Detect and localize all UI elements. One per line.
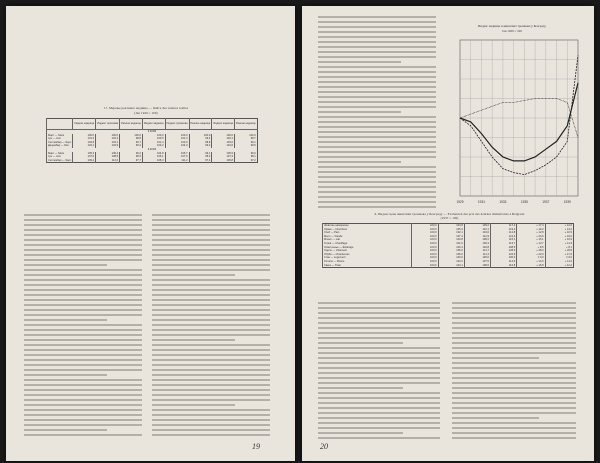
table-row: Свега — Total 100,0 104,1 108,6 116,8 + 16,8 + 12,2 (324, 263, 572, 267)
text-line (318, 347, 440, 349)
wage-cost-chart (452, 36, 582, 208)
table-subtitle: (Јан 1929 = 100) (134, 111, 158, 115)
text-line (318, 116, 436, 118)
text-line (24, 349, 142, 351)
text-line (318, 437, 440, 439)
chart-subtitle: Јан 1929 = 100 (502, 29, 522, 33)
left-page (6, 6, 295, 461)
text-line (318, 126, 436, 128)
chart-title: Индекс надница и животних трошкова у Београду (478, 24, 546, 28)
text-line (318, 121, 436, 123)
table-row: Септембар — Sept. 109,4 112,0 97,7 108,3 111,2 97,4 109,8 97,2 (48, 158, 256, 162)
year-label: 1 9 3 9 (47, 148, 258, 152)
text-line (152, 364, 270, 366)
text-line (452, 377, 576, 379)
text-line (152, 339, 235, 341)
text-line (24, 214, 142, 216)
text-line (318, 156, 436, 158)
text-line (452, 317, 576, 319)
text-line (318, 151, 436, 153)
text-line (152, 414, 270, 416)
text-line (318, 26, 436, 28)
series-line-2 (460, 56, 578, 175)
text-line (24, 294, 142, 296)
column-header: Индекс надница (73, 119, 96, 130)
table-row: Хлеб — Pain 100,0 102,1 104,6 112,8 + 12,8 + 10,5 (324, 231, 572, 235)
text-line (452, 367, 576, 369)
text-line (452, 437, 576, 439)
text-line (318, 312, 440, 314)
text-line (318, 101, 436, 103)
text-line (318, 432, 403, 434)
column-header: Реалне наднице (120, 119, 143, 130)
text-column-left (24, 214, 142, 439)
text-line (318, 176, 436, 178)
text-line (452, 307, 576, 309)
text-line (152, 284, 270, 286)
text-line (318, 407, 440, 409)
text-line (152, 424, 270, 426)
text-line (452, 432, 576, 434)
text-line (24, 419, 142, 421)
text-line (152, 304, 270, 306)
x-tick-label: 1931 (477, 200, 486, 204)
text-line (452, 422, 576, 424)
text-line (152, 224, 270, 226)
text-line (452, 402, 576, 404)
text-line (24, 219, 142, 221)
table-title: 17. Мерење реалниох надница — Indice des salaires reelles (103, 106, 189, 110)
text-line (24, 319, 107, 321)
text-line (452, 342, 576, 344)
text-line (152, 374, 270, 376)
text-line (452, 372, 576, 374)
text-line (318, 427, 440, 429)
text-line (318, 387, 403, 389)
x-tick-label: 1933 (499, 200, 507, 204)
series-line-1 (460, 83, 578, 161)
x-tick-label: 1937 (542, 200, 550, 204)
text-line (152, 434, 270, 436)
text-line (318, 412, 440, 414)
text-line (318, 71, 436, 73)
text-line (24, 234, 142, 236)
text-line (24, 239, 142, 241)
text-line (452, 302, 576, 304)
text-line (452, 427, 576, 429)
text-line (152, 264, 270, 266)
text-line (24, 309, 142, 311)
text-line (318, 31, 436, 33)
text-line (318, 337, 440, 339)
text-line (24, 389, 142, 391)
text-line (452, 382, 576, 384)
text-line (318, 61, 401, 63)
page-number: 20 (320, 442, 328, 451)
text-line (318, 342, 403, 344)
text-line (24, 249, 142, 251)
text-line (318, 417, 440, 419)
text-line (24, 374, 107, 376)
text-line (452, 347, 576, 349)
text-line (24, 264, 107, 266)
text-line (152, 214, 270, 216)
text-line (24, 379, 142, 381)
text-line (152, 409, 270, 411)
text-line (24, 359, 142, 361)
text-line (318, 201, 436, 203)
text-line (24, 404, 142, 406)
text-line (318, 357, 440, 359)
text-line (152, 324, 270, 326)
text-column-left (318, 302, 440, 442)
text-line (318, 161, 401, 163)
text-column-right (452, 302, 576, 442)
text-line (318, 96, 436, 98)
text-line (452, 337, 576, 339)
text-line (318, 76, 436, 78)
text-line (318, 422, 440, 424)
table-title: 6. Индекс цена животних трошкова у Београду — Evaluation des prix des denrées alimentaires à Belgrade (374, 212, 525, 216)
text-line (318, 382, 440, 384)
x-tick-label: 1935 (520, 200, 528, 204)
text-line (452, 332, 576, 334)
text-line (24, 324, 142, 326)
text-line (152, 369, 270, 371)
text-line (24, 414, 142, 416)
text-line (452, 407, 576, 409)
text-line (318, 362, 440, 364)
text-line (318, 397, 440, 399)
text-line (152, 279, 270, 281)
text-line (318, 332, 440, 334)
text-line (152, 399, 270, 401)
text-line (152, 394, 270, 396)
text-line (24, 314, 142, 316)
text-line (152, 419, 270, 421)
text-line (318, 377, 440, 379)
text-line (318, 372, 440, 374)
text-line (152, 274, 235, 276)
text-line (152, 244, 270, 246)
text-column-left (318, 16, 436, 211)
text-line (152, 344, 270, 346)
table-row: Одело — Vêtement 100,0 106,2 114,7 128,3 + 28,3 + 20,8 (324, 249, 572, 253)
text-line (24, 399, 142, 401)
text-line (318, 21, 436, 23)
text-line (24, 394, 142, 396)
text-line (152, 354, 270, 356)
table-row: Животне намирнице 100,0 104,8 109,2 117,4 + 17,4 + 12,0 (324, 224, 572, 227)
text-line (318, 136, 436, 138)
text-line (318, 111, 401, 113)
text-line (152, 379, 270, 381)
text-line (24, 424, 142, 426)
text-line (24, 354, 142, 356)
table-row: Март — Mars 105,3 106,2 99,2 104,8 105,7 99,1 105,9 99,0 (48, 151, 256, 155)
text-line (318, 36, 436, 38)
text-line (24, 409, 142, 411)
x-tick-label: 1939 (563, 200, 571, 204)
text-line (318, 56, 436, 58)
table-row: Јун — Juin 107,0 108,5 98,6 106,1 107,9 98,3 107,4 98,1 (48, 155, 256, 159)
text-line (152, 234, 270, 236)
text-line (318, 166, 436, 168)
text-line (152, 249, 270, 251)
text-line (152, 219, 270, 221)
text-line (452, 312, 576, 314)
text-line (24, 259, 142, 261)
text-line (24, 254, 142, 256)
page-number: 19 (252, 442, 260, 451)
text-line (318, 86, 436, 88)
text-line (152, 294, 270, 296)
text-line (452, 412, 576, 414)
text-line (24, 304, 142, 306)
text-line (452, 417, 539, 419)
table-row: Јун — Juin 101,2 102,4 98,8 100,5 101,3 99,2 102,1 98,7 (48, 137, 256, 141)
text-line (152, 329, 270, 331)
text-line (152, 269, 270, 271)
text-line (24, 384, 142, 386)
text-line (24, 279, 142, 281)
text-line (318, 51, 436, 53)
text-line (152, 259, 270, 261)
text-line (24, 364, 142, 366)
text-line (318, 131, 436, 133)
text-line (452, 392, 576, 394)
price-index-table (322, 223, 574, 268)
text-line (318, 81, 436, 83)
text-line (24, 244, 142, 246)
text-line (318, 402, 440, 404)
text-line (318, 16, 436, 18)
text-line (24, 329, 142, 331)
text-line (318, 41, 436, 43)
text-line (318, 106, 436, 108)
text-line (318, 91, 436, 93)
text-line (24, 274, 142, 276)
text-line (152, 349, 270, 351)
table-row: Март — Mars 100,0 100,0 100,0 100,0 100,0 100,0 100,0 100,0 (48, 133, 256, 137)
text-line (24, 289, 142, 291)
column-header: Индекс надница (212, 119, 235, 130)
text-line (318, 141, 436, 143)
text-line (24, 429, 107, 431)
column-header: Реалне наднице (189, 119, 212, 130)
text-line (152, 309, 270, 311)
text-line (24, 334, 142, 336)
text-line (318, 196, 436, 198)
text-line (152, 429, 270, 431)
table-row: Обућа — Chaussures 100,0 105,0 111,4 122,9 + 22,9 + 17,0 (324, 252, 572, 256)
text-line (452, 357, 539, 359)
column-header: Реалне наднице (234, 119, 257, 130)
text-line (318, 317, 440, 319)
table-row: Огрев — Chauffage 100,0 101,6 106,3 113,7 + 13,7 + 11,9 (324, 241, 572, 245)
text-line (318, 46, 436, 48)
text-line (452, 362, 576, 364)
text-line (152, 359, 270, 361)
text-line (24, 434, 142, 436)
text-line (318, 302, 440, 304)
year-label: 1 9 3 8 (47, 130, 258, 134)
x-tick-label: 1929 (456, 200, 464, 204)
text-line (318, 392, 440, 394)
text-line (318, 186, 436, 188)
text-line (152, 334, 270, 336)
text-line (452, 322, 576, 324)
column-header: Индекс надница (142, 119, 165, 130)
table-row: Месо — Viande 100,0 107,4 112,9 124,6 + 24,6 + 16,0 (324, 234, 572, 238)
text-line (152, 289, 270, 291)
text-line (24, 269, 142, 271)
table-subtitle: (1937 = 100) (440, 216, 459, 220)
table-row: Остало — Divers 100,0 103,2 107,5 114,6 + 14,6 + 11,0 (324, 259, 572, 263)
text-line (24, 224, 142, 226)
table-row: Септембар — Sept. 102,8 103,1 99,7 101,4 102,6 98,8 103,0 99,1 (48, 140, 256, 144)
column-header: Индекс трошкова (165, 119, 189, 130)
text-line (24, 299, 142, 301)
text-line (318, 181, 436, 183)
text-line (24, 344, 142, 346)
text-line (318, 146, 436, 148)
column-header: Индекс трошкова (96, 119, 120, 130)
table-row: Децембар — Déc. 104,1 104,9 99,2 103,2 104,0 99,2 104,6 99,5 (48, 144, 256, 148)
text-line (318, 66, 436, 68)
text-line (24, 339, 142, 341)
table-row: Храна — Nourriture 100,0 105,3 110,1 119,2 + 19,2 + 13,2 (324, 227, 572, 231)
text-line (152, 389, 270, 391)
table-row: Стан — Logement 100,0 100,0 100,0 100,0 ± 0,0 ± 0,0 (324, 256, 572, 260)
text-line (318, 327, 440, 329)
text-column-right (152, 214, 270, 439)
text-line (152, 314, 270, 316)
text-line (318, 352, 440, 354)
text-line (152, 319, 270, 321)
text-line (24, 284, 142, 286)
text-line (152, 254, 270, 256)
text-line (152, 384, 270, 386)
text-line (152, 239, 270, 241)
table-row: Осветљење — Éclairage 100,0 100,4 102,8 108,5 + 8,5 + 8,1 (324, 245, 572, 249)
text-line (24, 229, 142, 231)
right-page (302, 6, 594, 461)
text-line (24, 369, 142, 371)
column-header (47, 119, 73, 130)
wage-index-table (46, 118, 258, 163)
text-line (318, 171, 436, 173)
text-line (152, 404, 235, 406)
text-line (452, 387, 576, 389)
text-line (152, 229, 270, 231)
text-line (452, 397, 576, 399)
text-line (152, 299, 270, 301)
text-line (318, 367, 440, 369)
text-line (318, 322, 440, 324)
text-line (318, 191, 436, 193)
text-line (452, 327, 576, 329)
text-line (318, 307, 440, 309)
text-line (318, 206, 436, 208)
table-row: Млеко — Lait 100,0 103,8 108,2 115,1 + 15,1 + 10,9 (324, 238, 572, 242)
text-line (452, 352, 576, 354)
